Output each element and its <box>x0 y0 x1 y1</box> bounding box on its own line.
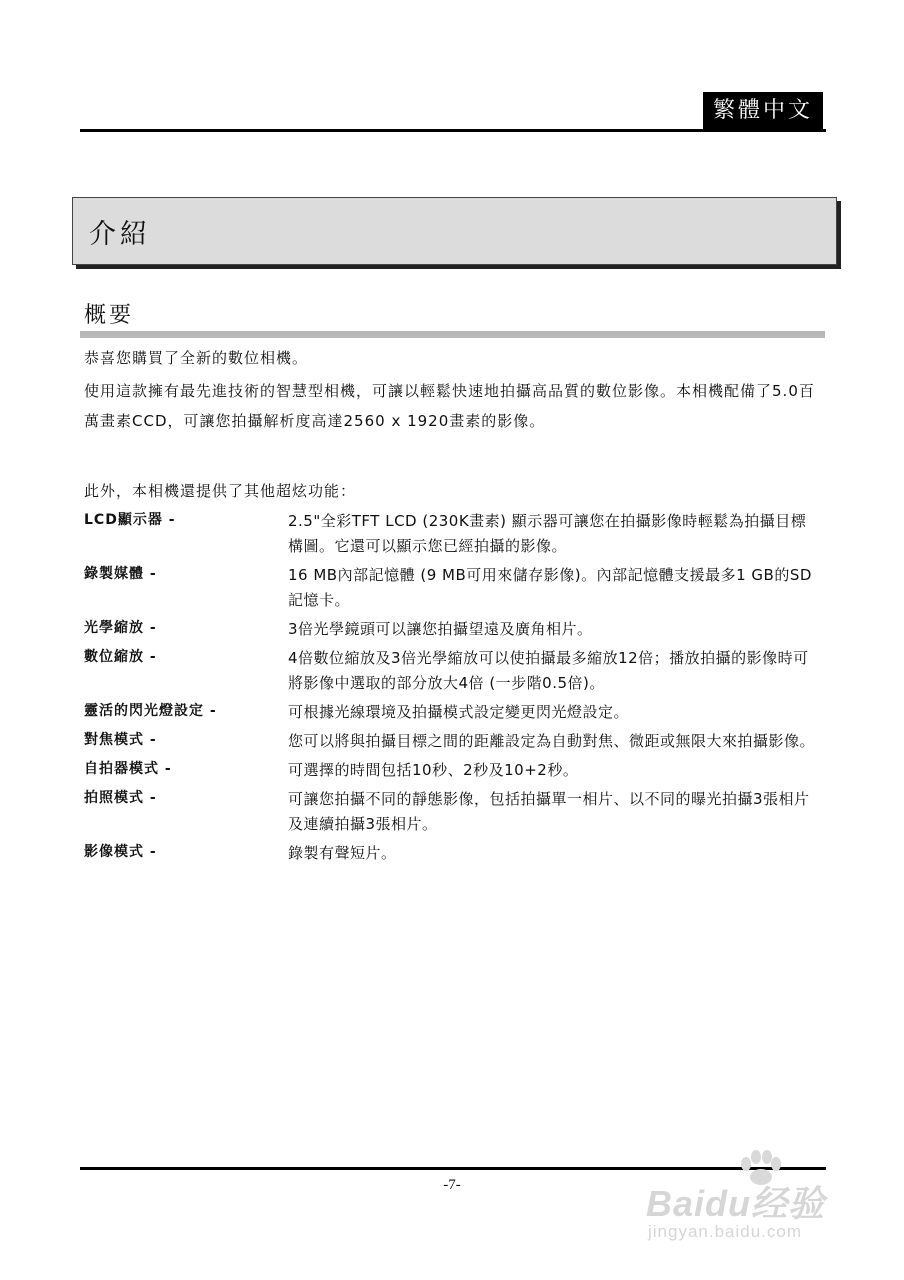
intro-paragraph-1: 恭喜您購買了全新的數位相機。 <box>84 349 309 367</box>
feature-row <box>84 841 826 866</box>
feature-row <box>84 617 826 642</box>
feature-label: 錄製媒體 - <box>84 566 157 582</box>
feature-label: 拍照模式 - <box>84 790 157 806</box>
feature-row <box>84 758 826 783</box>
feature-label: 對焦模式 - <box>84 732 157 748</box>
feature-label: 數位縮放 - <box>84 649 157 665</box>
feature-row <box>84 700 826 725</box>
chapter-title: 介紹 <box>89 219 151 250</box>
section-rule <box>80 331 825 338</box>
feature-row <box>84 787 826 837</box>
section-title: 概要 <box>84 303 135 328</box>
feature-description: 2.5"全彩TFT LCD (230K畫素) 顯示器可讓您在拍攝影像時輕鬆為拍攝目標構圖。它還可以顯示您已經拍攝的影像。 <box>288 512 807 555</box>
intro-paragraph-3: 此外，本相機還提供了其他超炫功能： <box>84 482 357 500</box>
feature-description: 可讓您拍攝不同的靜態影像，包括拍攝單一相片、以不同的曝光拍攝3張相片及連續拍攝3張相片。 <box>288 790 810 833</box>
page-number: -7- <box>443 1177 461 1193</box>
feature-row <box>84 646 826 696</box>
feature-label: 靈活的閃光燈設定 - <box>84 703 217 719</box>
feature-description: 錄製有聲短片。 <box>288 844 397 862</box>
feature-row <box>84 563 826 613</box>
feature-description: 16 MB內部記憶體 (9 MB可用來儲存影像)。內部記憶體支援最多1 GB的SD記憶卡。 <box>288 566 812 609</box>
feature-description: 3倍光學鏡頭可以讓您拍攝望遠及廣角相片。 <box>288 620 593 638</box>
feature-label: 光學縮放 - <box>84 620 157 636</box>
feature-row <box>84 509 826 559</box>
chapter-header <box>72 197 837 265</box>
feature-label: 影像模式 - <box>84 844 157 860</box>
feature-label: 自拍器模式 - <box>84 761 172 777</box>
feature-list <box>84 509 826 866</box>
watermark <box>640 1150 870 1250</box>
feature-description: 可根據光線環境及拍攝模式設定變更閃光燈設定。 <box>288 703 630 721</box>
feature-label: LCD顯示器 - <box>84 512 176 528</box>
feature-description: 您可以將與拍攝目標之間的距離設定為自動對焦、微距或無限大來拍攝影像。 <box>288 732 816 750</box>
header-rule <box>80 129 826 132</box>
intro-paragraph-2: 使用這款擁有最先進技術的智慧型相機，可讓以輕鬆快速地拍攝高品質的數位影像。本相機配備了5.0百萬畫素CCD，可讓您拍攝解析度高達2560 x 1920畫素的影像。 <box>84 382 815 430</box>
feature-description: 可選擇的時間包括10秒、2秒及10+2秒。 <box>288 761 579 779</box>
feature-description: 4倍數位縮放及3倍光學縮放可以使拍攝最多縮放12倍；播放拍攝的影像時可將影像中選取的部分放大4倍 (一步階0.5倍)。 <box>288 649 809 692</box>
language-tab: 繁體中文 <box>703 92 823 129</box>
watermark-brand: Baidu经验 <box>646 1183 826 1224</box>
feature-row <box>84 729 826 754</box>
watermark-url: jingyan.baidu.com <box>648 1222 803 1241</box>
